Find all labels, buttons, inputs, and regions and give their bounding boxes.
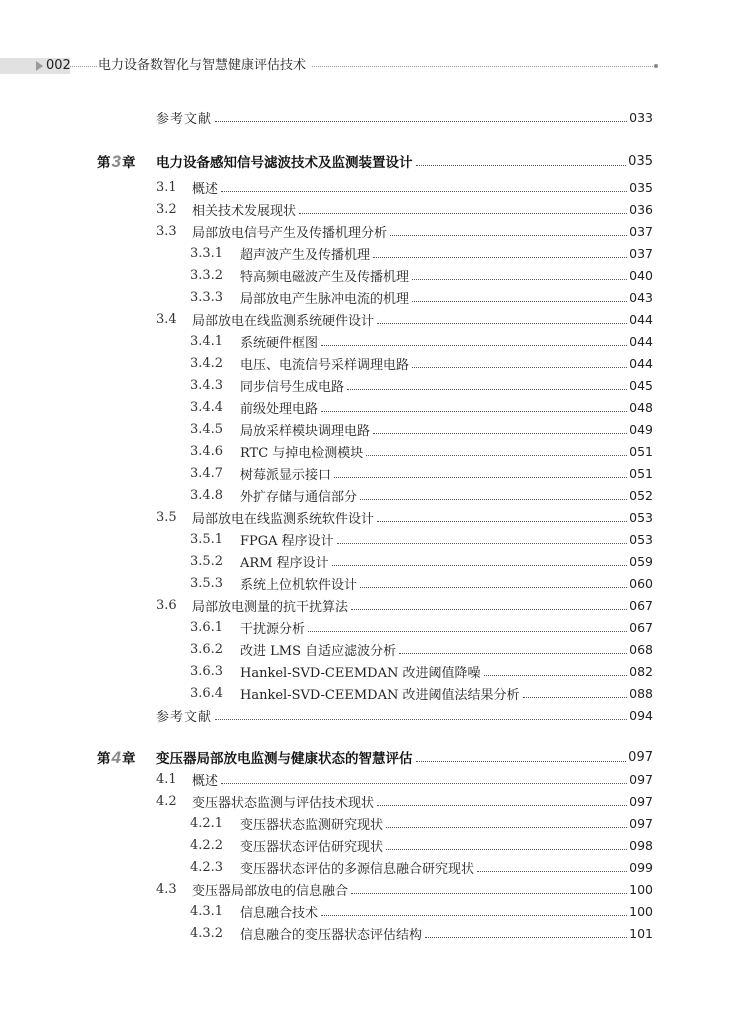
toc-entry <box>97 746 653 768</box>
dot-leader <box>334 477 627 478</box>
section-number: 3.5 <box>156 509 177 525</box>
toc-subsection-row <box>0 242 750 264</box>
section-number: 4.2.3 <box>190 859 224 875</box>
entry-page-number: 035 <box>629 179 653 195</box>
section-number: 3.4.1 <box>190 333 224 349</box>
entry-page-number: 088 <box>629 685 653 701</box>
entry-page-number: 045 <box>629 377 653 393</box>
section-number: 3.4.6 <box>190 443 224 459</box>
entry-page-number: 053 <box>629 531 653 547</box>
toc-chapter-row <box>0 746 750 768</box>
section-number: 3.4.3 <box>190 377 224 393</box>
section-number: 3.3.2 <box>190 267 224 283</box>
dot-leader <box>351 893 627 894</box>
entry-title: 超声波产生及传播机理 <box>240 247 371 263</box>
entry-title: 干扰源分析 <box>240 621 306 637</box>
entry-page-number: 100 <box>629 903 653 919</box>
dot-leader <box>390 235 627 236</box>
entry-title: 变压器状态监测研究现状 <box>240 817 384 833</box>
entry-page-number: 101 <box>629 925 653 941</box>
toc-entry <box>156 198 653 220</box>
entry-page-number: 094 <box>629 707 653 723</box>
toc-entry <box>156 176 653 198</box>
toc-section-row <box>0 176 750 198</box>
entry-page-number: 097 <box>629 793 653 809</box>
toc-entry <box>190 572 653 594</box>
toc-entry <box>190 440 653 462</box>
section-number: 4.3 <box>156 881 177 897</box>
section-number: 3.3.3 <box>190 289 224 305</box>
toc-entry <box>190 900 653 922</box>
chapter-number: 4 <box>111 747 121 767</box>
section-number: 3.6.2 <box>190 641 224 657</box>
entry-title: 改进 LMS 自适应滤波分析 <box>240 643 397 659</box>
chapter-number: 3 <box>111 151 121 171</box>
toc-entry <box>97 150 653 172</box>
toc-entry <box>156 704 653 726</box>
entry-page-number: 099 <box>629 859 653 875</box>
chapter-suffix: 章 <box>121 154 136 171</box>
dot-leader <box>332 565 628 566</box>
entry-page-number: 098 <box>629 837 653 853</box>
dot-leader <box>484 675 628 676</box>
toc-entry <box>190 834 653 856</box>
entry-title: 特高频电磁波产生及传播机理 <box>240 269 410 285</box>
toc-subsection-row <box>0 856 750 878</box>
toc-entry <box>190 682 653 704</box>
dot-leader <box>337 543 627 544</box>
section-number: 4.3.1 <box>190 903 224 919</box>
toc-subsection-row <box>0 638 750 660</box>
toc-section-row <box>0 594 750 616</box>
entry-page-number: 044 <box>629 355 653 371</box>
entry-page-number: 052 <box>629 487 653 503</box>
toc-entry <box>156 506 653 528</box>
toc-entry <box>190 660 653 682</box>
toc-entry <box>190 462 653 484</box>
dot-leader <box>416 761 627 762</box>
dot-leader <box>360 587 627 588</box>
toc-subsection-row <box>0 330 750 352</box>
entry-title: 信息融合技术 <box>240 905 319 921</box>
section-number: 3.6.4 <box>190 685 224 701</box>
toc-subsection-row <box>0 374 750 396</box>
entry-title: 局部放电信号产生及传播机理分析 <box>192 225 388 241</box>
toc-section-row <box>0 198 750 220</box>
toc-entry <box>156 220 653 242</box>
toc-subsection-row <box>0 900 750 922</box>
toc-entry <box>190 330 653 352</box>
entry-page-number: 037 <box>629 245 653 261</box>
entry-title: 信息融合的变压器状态评估结构 <box>240 927 423 943</box>
entry-title: 局部放电在线监测系统硬件设计 <box>192 313 375 329</box>
toc-entry <box>190 418 653 440</box>
toc-subsection-row <box>0 616 750 638</box>
entry-title: 同步信号生成电路 <box>240 379 345 395</box>
entry-title: 参考文献 <box>156 111 213 127</box>
entry-title: 变压器状态评估的多源信息融合研究现状 <box>240 861 475 877</box>
toc-references-row <box>0 106 750 128</box>
section-number: 3.3.1 <box>190 245 224 261</box>
toc-subsection-row <box>0 528 750 550</box>
dot-leader <box>412 279 627 280</box>
toc-subsection-row <box>0 572 750 594</box>
toc-entry <box>190 242 653 264</box>
dot-leader <box>386 827 627 828</box>
toc-entry <box>190 856 653 878</box>
toc-subsection-row <box>0 440 750 462</box>
section-number: 3.4.2 <box>190 355 224 371</box>
toc-references-row <box>0 704 750 726</box>
toc-entry <box>190 352 653 374</box>
toc-subsection-row <box>0 550 750 572</box>
section-number: 4.2.1 <box>190 815 224 831</box>
entry-title: Hankel-SVD-CEEMDAN 改进阈值法结果分析 <box>240 687 520 703</box>
entry-title: Hankel-SVD-CEEMDAN 改进阈值降噪 <box>240 665 481 681</box>
toc-section-row <box>0 768 750 790</box>
entry-page-number: 037 <box>629 223 653 239</box>
book-title: 电力设备数智化与智慧健康评估技术 <box>98 58 312 74</box>
toc-entry <box>190 374 653 396</box>
dot-leader <box>377 521 627 522</box>
entry-page-number: 044 <box>629 311 653 327</box>
toc-entry <box>190 528 653 550</box>
entry-title: 局部放电测量的抗干扰算法 <box>192 599 349 615</box>
dot-leader <box>299 213 627 214</box>
entry-title: 相关技术发展现状 <box>192 203 297 219</box>
entry-page-number: 097 <box>629 815 653 831</box>
entry-title: 局放采样模块调理电路 <box>240 423 371 439</box>
entry-title: 概述 <box>192 773 219 789</box>
section-number: 3.4.4 <box>190 399 224 415</box>
toc-entry <box>156 790 653 812</box>
toc-entry <box>190 616 653 638</box>
toc-subsection-row <box>0 352 750 374</box>
dot-leader <box>377 323 627 324</box>
entry-page-number: 082 <box>629 663 653 679</box>
entry-page-number: 053 <box>629 509 653 525</box>
toc-entry <box>190 550 653 572</box>
toc-section-row <box>0 220 750 242</box>
chapter-prefix: 第 <box>97 750 111 767</box>
dot-leader <box>221 191 627 192</box>
section-number: 4.2.2 <box>190 837 224 853</box>
entry-title: 系统上位机软件设计 <box>240 577 358 593</box>
section-number: 3.4.8 <box>190 487 224 503</box>
dot-leader <box>321 915 627 916</box>
dot-leader <box>523 697 628 698</box>
entry-title: 概述 <box>192 181 219 197</box>
dot-leader <box>351 609 627 610</box>
entry-title: 前级处理电路 <box>240 401 319 417</box>
chapter-label <box>97 747 156 768</box>
entry-title: 变压器局部放电的信息融合 <box>192 883 349 899</box>
section-number: 3.5.2 <box>190 553 224 569</box>
section-number: 3.2 <box>156 201 177 217</box>
entry-title: 树莓派显示接口 <box>240 467 332 483</box>
dot-leader <box>215 719 627 720</box>
toc-entry <box>190 922 653 944</box>
entry-page-number: 035 <box>628 153 653 169</box>
dot-leader <box>360 499 627 500</box>
dot-leader <box>308 631 627 632</box>
dot-leader <box>425 937 627 938</box>
entry-title: FPGA 程序设计 <box>240 533 334 549</box>
entry-page-number: 033 <box>629 109 653 125</box>
toc-subsection-row <box>0 462 750 484</box>
toc-entry <box>156 878 653 900</box>
toc-section-row <box>0 308 750 330</box>
dot-leader <box>412 301 627 302</box>
dot-leader <box>477 871 627 872</box>
toc-entry <box>190 396 653 418</box>
dot-leader <box>321 411 627 412</box>
dot-leader <box>399 653 627 654</box>
toc-subsection-row <box>0 834 750 856</box>
section-number: 3.4.7 <box>190 465 224 481</box>
section-number: 3.5.3 <box>190 575 224 591</box>
chapter-label <box>97 151 156 172</box>
toc-section-row <box>0 506 750 528</box>
entry-page-number: 100 <box>629 881 653 897</box>
toc-entry <box>190 286 653 308</box>
entry-page-number: 040 <box>629 267 653 283</box>
toc-subsection-row <box>0 484 750 506</box>
section-number: 3.4 <box>156 311 177 327</box>
dot-leader <box>377 805 627 806</box>
dot-leader <box>412 367 627 368</box>
entry-title: 变压器局部放电监测与健康状态的智慧评估 <box>156 751 413 767</box>
dot-leader <box>373 257 627 258</box>
chapter-suffix: 章 <box>121 750 136 767</box>
toc-chapter-row <box>0 150 750 172</box>
entry-title: RTC 与掉电检测模块 <box>240 445 364 461</box>
entry-title: 局部放电产生脉冲电流的机理 <box>240 291 410 307</box>
dot-leader <box>347 389 627 390</box>
section-number: 3.6 <box>156 597 177 613</box>
dot-leader <box>221 783 627 784</box>
entry-page-number: 097 <box>629 771 653 787</box>
entry-page-number: 043 <box>629 289 653 305</box>
entry-page-number: 068 <box>629 641 653 657</box>
section-number: 3.5.1 <box>190 531 224 547</box>
entry-page-number: 044 <box>629 333 653 349</box>
entry-title: 参考文献 <box>156 709 213 725</box>
toc-entry <box>190 264 653 286</box>
dot-leader <box>321 345 627 346</box>
toc-entry <box>190 484 653 506</box>
toc-section-row <box>0 790 750 812</box>
chapter-prefix: 第 <box>97 154 111 171</box>
toc-subsection-row <box>0 264 750 286</box>
entry-page-number: 067 <box>629 597 653 613</box>
toc-subsection-row <box>0 922 750 944</box>
entry-page-number: 067 <box>629 619 653 635</box>
entry-page-number: 051 <box>629 443 653 459</box>
toc-entry <box>156 594 653 616</box>
toc-entry <box>156 768 653 790</box>
entry-title: 外扩存储与通信部分 <box>240 489 358 505</box>
section-number: 3.3 <box>156 223 177 239</box>
section-number: 4.3.2 <box>190 925 224 941</box>
toc-entry <box>190 812 653 834</box>
entry-page-number: 049 <box>629 421 653 437</box>
toc-subsection-row <box>0 418 750 440</box>
toc-entry <box>190 638 653 660</box>
entry-title: 局部放电在线监测系统软件设计 <box>192 511 375 527</box>
dot-leader <box>366 455 627 456</box>
entry-title: ARM 程序设计 <box>240 555 329 571</box>
toc-subsection-row <box>0 812 750 834</box>
entry-title: 系统硬件框图 <box>240 335 319 351</box>
toc-subsection-row <box>0 682 750 704</box>
entry-page-number: 048 <box>629 399 653 415</box>
section-number: 3.1 <box>156 179 177 195</box>
section-number: 3.6.3 <box>190 663 224 679</box>
section-number: 4.2 <box>156 793 177 809</box>
entry-page-number: 097 <box>628 749 653 765</box>
section-number: 3.4.5 <box>190 421 224 437</box>
section-number: 3.6.1 <box>190 619 224 635</box>
entry-title: 电压、电流信号采样调理电路 <box>240 357 410 373</box>
dot-leader <box>416 165 627 166</box>
toc-subsection-row <box>0 660 750 682</box>
dot-leader <box>215 121 627 122</box>
dot-leader <box>386 849 627 850</box>
page-number: 002 <box>46 58 71 73</box>
entry-page-number: 060 <box>629 575 653 591</box>
entry-title: 变压器状态监测与评估技术现状 <box>192 795 375 811</box>
toc-subsection-row <box>0 286 750 308</box>
entry-title: 变压器状态评估研究现状 <box>240 839 384 855</box>
dot-leader <box>373 433 627 434</box>
entry-page-number: 051 <box>629 465 653 481</box>
entry-title: 电力设备感知信号滤波技术及监测装置设计 <box>156 155 413 171</box>
toc-section-row <box>0 878 750 900</box>
section-number: 4.1 <box>156 771 177 787</box>
toc-entry <box>156 106 653 128</box>
entry-page-number: 059 <box>629 553 653 569</box>
entry-page-number: 036 <box>629 201 653 217</box>
toc-entry <box>156 308 653 330</box>
toc-subsection-row <box>0 396 750 418</box>
